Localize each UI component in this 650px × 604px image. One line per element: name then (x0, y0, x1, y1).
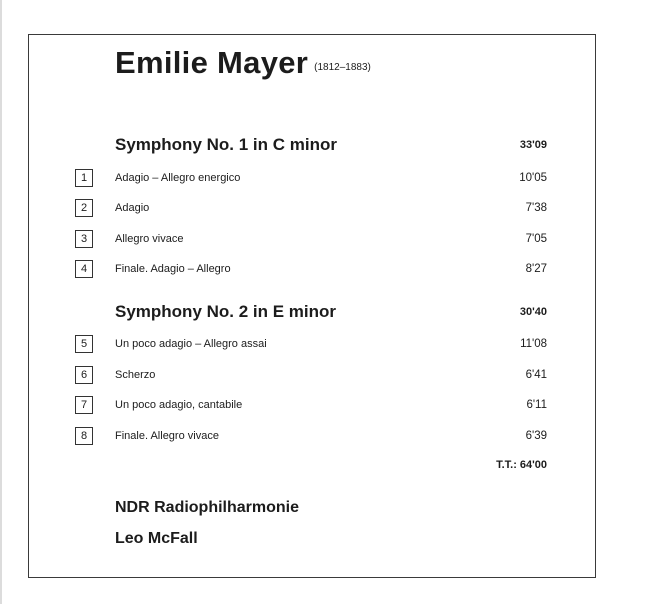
track-title: Un poco adagio, cantabile (115, 399, 243, 411)
track-title: Scherzo (115, 369, 156, 381)
composer-heading (115, 45, 371, 81)
track-duration: 7'38 (525, 202, 547, 214)
work-duration: 30'40 (519, 306, 547, 318)
track-title: Finale. Adagio – Allegro (115, 263, 231, 275)
orchestra-name: NDR Radiophilharmonie (115, 499, 300, 516)
track-number-box: 5 (75, 335, 93, 353)
track-number-box: 7 (75, 396, 93, 414)
track-duration: 6'41 (525, 369, 547, 381)
track-number-box: 4 (75, 260, 93, 278)
track-row (75, 396, 547, 416)
track-row (75, 199, 547, 219)
track-title: Adagio (115, 202, 150, 214)
conductor-name: Leo McFall (115, 530, 198, 547)
track-title: Allegro vivace (115, 233, 184, 245)
total-time: T.T.: 64'00 (496, 459, 547, 471)
track-number-box: 2 (75, 199, 93, 217)
track-row (75, 366, 547, 386)
track-duration: 8'27 (525, 263, 547, 275)
track-number-box: 6 (75, 366, 93, 384)
track-row (75, 169, 547, 189)
page-edge-rule (0, 0, 2, 604)
track-number-box: 8 (75, 427, 93, 445)
track-duration: 11'08 (520, 338, 547, 350)
work-title: Symphony No. 1 in C minor (115, 135, 337, 154)
composer-name: Emilie Mayer (115, 45, 309, 80)
work-title: Symphony No. 2 in E minor (115, 302, 337, 321)
track-row (75, 230, 547, 250)
work-duration: 33'09 (519, 139, 547, 151)
track-row (75, 427, 547, 447)
track-title: Finale. Allegro vivace (115, 430, 219, 442)
track-number-box: 1 (75, 169, 93, 187)
composer-dates: (1812–1883) (314, 62, 371, 73)
work-heading (115, 302, 547, 326)
track-duration: 6'11 (526, 399, 547, 411)
track-duration: 6'39 (525, 430, 547, 442)
track-row (75, 260, 547, 280)
track-duration: 7'05 (525, 233, 547, 245)
track-duration: 10'05 (519, 172, 547, 184)
track-number-box: 3 (75, 230, 93, 248)
track-title: Un poco adagio – Allegro assai (115, 338, 267, 350)
track-list-card (28, 34, 596, 578)
track-row (75, 335, 547, 355)
track-title: Adagio – Allegro energico (115, 172, 241, 184)
work-heading (115, 135, 547, 159)
